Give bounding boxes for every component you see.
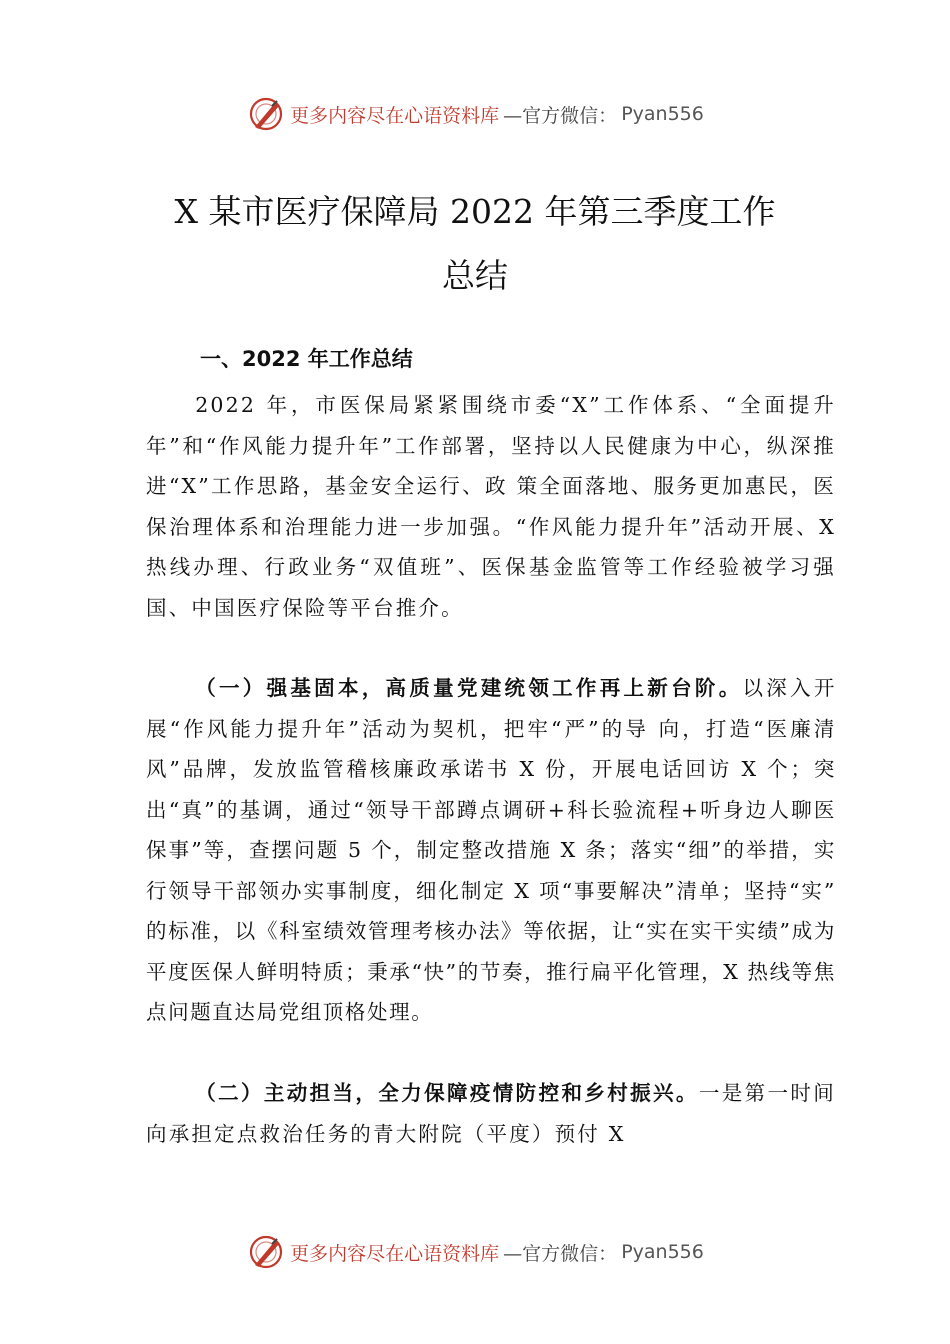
paragraph-summary: 2022 年，市医保局紧紧围绕市委“X”工作体系、“全面提升年”和“作风能力提升年”工作部署，坚持以人民健康为中心，纵深推进“X”工作思路，基金安全运行、政 策全面落地、服务更加惠民，医保治理体系和治理能力进一步加强。“作风能力提升年”活动开展、X 热线办理、行政业务“双值班”、医保基金监管等工作经验被学习强国、中国医疗保险等平台推介。 bbox=[146, 393, 836, 620]
paragraph-party-building bbox=[146, 668, 836, 1033]
paragraph-lead-heading: （二）主动担当，全力保障疫情防控和乡村振兴。 bbox=[195, 1081, 699, 1105]
watermark-brand-text: 更多内容尽在心语资料库 bbox=[290, 104, 500, 127]
quill-logo-icon bbox=[246, 94, 286, 134]
watermark-separator: —官方微信： bbox=[503, 104, 618, 127]
paragraph-epidemic bbox=[146, 1073, 836, 1154]
watermark-footer bbox=[0, 1232, 950, 1272]
watermark-separator: —官方微信： bbox=[503, 1242, 618, 1265]
watermark-wechat-id: Pyan556 bbox=[621, 1241, 704, 1263]
document-title-line2: 总结 bbox=[442, 256, 508, 295]
paragraph-lead-heading: （一）强基固本，高质量党建统领工作再上新台阶。 bbox=[195, 676, 743, 700]
watermark-wechat-id: Pyan556 bbox=[621, 103, 704, 125]
paragraph-body: 一是第一时间向承担定点救治任务的青大附院（平度）预付 X bbox=[146, 1081, 836, 1146]
paragraph-body: 以深入开展“作风能力提升年”活动为契机，把牢“严”的导 向，打造“医廉清风”品牌，发放监管稽核廉政承诺书 X 份，开展电话回访 X 个；突出“真”的基调，通过“领导干部蹲点调研+科长验流程+听身边人聊医保事”等，查摆问题 5 个，制定整改措施 X 条；落实“细”的举措，实行领导干部领办实事制度，细化制定 X 项“事要解决”清单；坚持“实” 的标准，以《科室绩效管理考核办法》等依据，让“实在实干实绩”成为平度医保人鲜明特质；秉承“快”的节奏，推行扁平化管理，X 热线等焦点问题直达局党组顶格处理。 bbox=[146, 676, 836, 1024]
document-title-line1: X 某市医疗保障局 2022 年第三季度工作 bbox=[174, 192, 776, 231]
section-heading-1: 一、2022 年工作总结 bbox=[200, 347, 413, 371]
watermark-header bbox=[0, 94, 950, 134]
watermark-brand-text: 更多内容尽在心语资料库 bbox=[290, 1242, 500, 1265]
quill-logo-icon bbox=[246, 1232, 286, 1272]
